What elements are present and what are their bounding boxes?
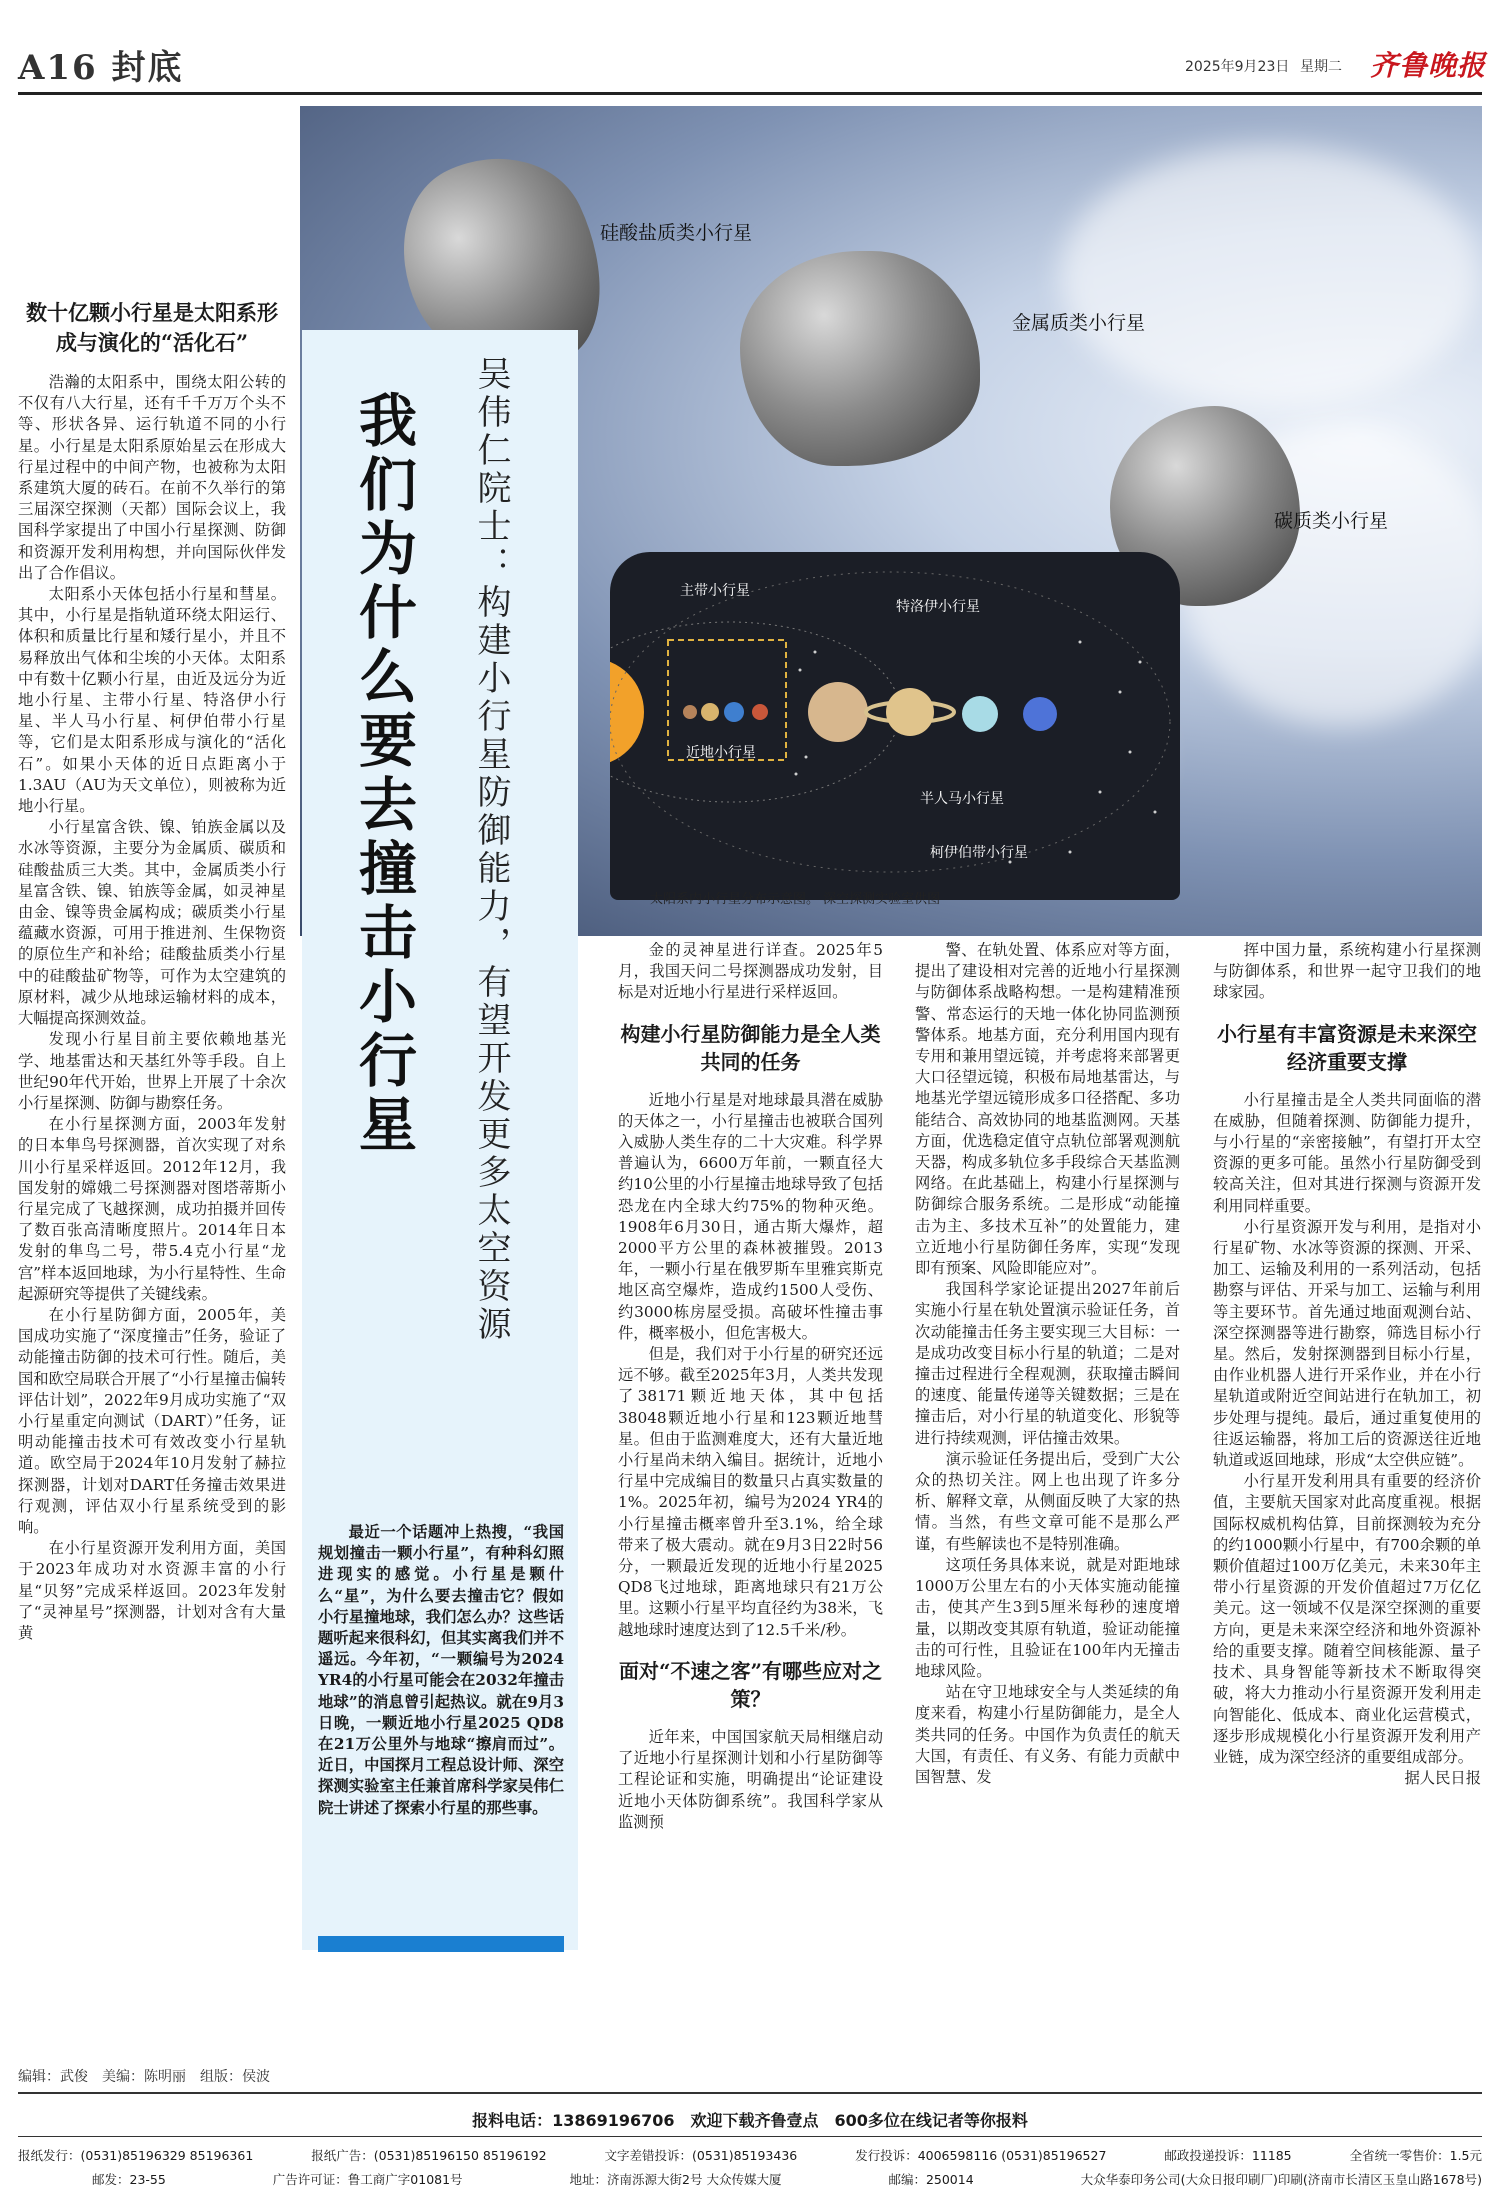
solar-system-svg xyxy=(610,552,1180,900)
label-silicate-asteroid: 硅酸盐质类小行星 xyxy=(600,222,753,244)
paragraph: 小行星富含铁、镍、铂族金属以及水冰等资源，主要分为金属质、碳质和硅酸盐质三大类。其中，金属质类小行星富含铁、镍、铂族等金属，如灵神星由金、镍等贵金属构成；碳质类小行星蕴藏水资源，可用于推进剂、生保物资的原位生产和补给；硅酸盐质类小行星中的硅酸盐矿物等，可作为太空建筑的原材料，减少从地球运输材料的成本，大幅提高探测效益。 xyxy=(18,818,286,1028)
paragraph: 太阳系小天体包括小行星和彗星。其中，小行星是指轨道环绕太阳运行、体积和质量比行星和矮行星小，并且不易释放出气体和尘埃的小天体。太阳系中有数十亿颗小行星，由近及远分为近地小行星、主带小行星、特洛伊小行星、半人马小行星、柯伊伯带小行星等，它们是太阳系形成与演化的“活化石”。如果小天体的近日点距离小于1.3AU（AU为天文单位），则被称为近地小行星。 xyxy=(18,585,286,816)
masthead-logo: 齐鲁晚报 xyxy=(1370,49,1487,82)
column-3-body xyxy=(618,940,883,2058)
news-hotline: 报料电话：13869196706 欢迎下载齐鲁壹点 600多位在线记者等你报料 xyxy=(472,2111,1028,2130)
paragraph: 在小行星探测方面，2003年发射的日本隼鸟号探测器，首次实现了对糸川小行星采样返回。2012年12月，我国发射的嫦娥二号探测器对图塔蒂斯小行星完成了飞越探测，成功拍摄并回传了数百张高清晰度照片。2014年日本发射的隼鸟二号，带5.4克小行星“龙宫”样本返回地球，为小行星特性、生命起源研究等提供了关键线索。 xyxy=(18,1115,286,1303)
planet-neptune xyxy=(1023,697,1057,731)
label-trojan: 特洛伊小行星 xyxy=(896,599,980,615)
section-heading-resources: 小行星有丰富资源是未来深空经济重要支撑 xyxy=(1217,1021,1477,1074)
issue-date: 2025年9月23日 xyxy=(1185,59,1290,75)
label-metal-asteroid: 金属质类小行星 xyxy=(1012,312,1146,334)
paragraph: 在小行星防御方面，2005年，美国成功实施了“深度撞击”任务，验证了动能撞击防御的技术可行性。随后，美国和欧空局联合开展了“小行星撞击偏转评估计划”，2022年9月成功实施了“双小行星重定向测试（DART）”任务，证明动能撞击技术可有效改变小行星轨道。欧空局于2024年10月发射了赫拉探测器，计划对DART任务撞击效果进行观测，评估双小行星系统受到的影响。 xyxy=(18,1305,286,1536)
accent-bar xyxy=(318,1936,564,1952)
planet-saturn xyxy=(886,688,934,736)
paragraph: 警、在轨处置、体系应对等方面，提出了建设相对完善的近地小行星探测与防御体系战略构想。一是构建精准预警、常态运行的天地一体化协同监测预警体系。地基方面，充分利用国内现有专用和兼用望远镜，并考虑将来部署更大口径望远镜，积极布局地基雷达，与地基光学望远镜形成多口径搭配、多功能结合、高效协同的地基监测网。天基方面，优选稳定值守点轨位部署观测航天器，构成多轨位多手段综合天基监测网络。在此基础上，构建小行星探测与防御综合服务系统。二是形成“动能撞击为主、多技术互补”的处置能力，建立近地小行星防御任务库，实现“发现即有预案、风险即能应对”。 xyxy=(915,941,1180,1278)
footer-item: 全省统一零售价：1.5元 xyxy=(1349,2148,1482,2163)
planet-venus xyxy=(701,703,719,721)
footer-item: 邮政投递投诉：11185 xyxy=(1164,2148,1292,2163)
paragraph: 小行星开发利用具有重要的经济价值，主要航天国家对此高度重视。根据国际权威机构估算，目前探测较为充分的约1000颗小行星中，有700余颗的单颗价值超过100万亿美元，未来30年主带小行星资源的开发价值超过7万亿亿美元。这一领域不仅是深空探测的重要方向，更是未来深空经济和地外资源补给的重要支撑。随着空间核能源、量子技术、具身智能等新技术不断取得突破，将大力推动小行星资源开发利用走向智能化、低成本、商业化运营模式，逐步形成规模化小行星资源开发利用产业链，成为深空经济的重要组成部分。 xyxy=(1213,1472,1481,1766)
planet-jupiter xyxy=(808,682,868,742)
planet-mars xyxy=(752,704,768,720)
asteroid-belt-dots xyxy=(795,641,1157,864)
section-heading-defense: 构建小行星防御能力是全人类共同的任务 xyxy=(620,1021,881,1074)
metal-asteroid xyxy=(740,251,980,466)
paragraph: 小行星撞击是全人类共同面临的潜在威胁，但随着探测、防御能力提升，与小行星的“亲密接触”，有望打开太空资源的更多可能。虽然小行星防御受到较高关注，但对其进行探测与资源开发利用同样重要。 xyxy=(1213,1090,1481,1215)
footer-item: 发行投诉：4006598116 (0531)85196527 xyxy=(855,2148,1107,2163)
footer-item: 文字差错投诉：(0531)85193436 xyxy=(604,2148,798,2163)
paragraph: 发现小行星目前主要依赖地基光学、地基雷达和天基红外等手段。自上世纪90年代开始，世界上开展了十余次小行星探测、防御与勘察任务。 xyxy=(18,1030,286,1112)
header-rule xyxy=(18,92,1482,95)
left-column-body xyxy=(18,372,286,2062)
left-section-heading: 数十亿颗小行星是太阳系形成与演化的“活化石” xyxy=(26,300,278,355)
article-source: 据人民日报 xyxy=(1404,1769,1481,1788)
footer-item: 大众华泰印务公司(大众日报印刷厂)印刷(济南市长清区玉皇山路1678号) xyxy=(1080,2172,1482,2187)
label-near-earth: 近地小行星 xyxy=(686,745,756,761)
planet-earth xyxy=(724,702,744,722)
paragraph: 金的灵神星进行详查。2025年5月，我国天问二号探测器成功发射，目标是对近地小行星进行采样返回。 xyxy=(618,941,883,1002)
page-label: A16 封底 xyxy=(18,48,184,88)
paragraph: 浩瀚的太阳系中，围绕太阳公转的不仅有八大行星，还有千千万万个头不等、形状各异、运行轨道不同的小行星。小行星是太阳系原始星云在形成大行星过程中的中间产物，也被称为太阳系建筑大厦的砖石。在前不久举行的第三届深空探测（天都）国际会议上，我国科学家提出了中国小行星探测、防御和资源开发利用构想，并向国际伙伴发出了合作倡议。 xyxy=(18,373,286,582)
planet-mercury xyxy=(683,705,697,719)
issue-weekday: 星期二 xyxy=(1300,59,1342,75)
paragraph: 小行星资源开发与利用，是指对小行星矿物、水冰等资源的探测、开采、加工、运输及利用的一系列活动，包括勘察与评估、开采与加工、运输与利用等主要环节。首先通过地面观测台站、深空探测器等进行勘察，筛选目标小行星。然后，发射探测器到目标小行星，由作业机器人进行开采作业，并在小行星轨道或附近空间站进行在轨加工，初步处理与提纯。最后，通过重复使用的往返运输器，将加工后的资源送往近地轨道或返回地球，形成“太空供应链”。 xyxy=(1213,1217,1481,1470)
article-lead xyxy=(318,1522,564,1934)
footer-item: 报纸发行：(0531)85196329 85196361 xyxy=(18,2148,254,2163)
footer-item: 邮发：23-55 xyxy=(92,2172,166,2187)
label-kuiper: 柯伊伯带小行星 xyxy=(930,845,1028,861)
footer-contacts xyxy=(18,2146,1482,2164)
column-5-body xyxy=(1213,940,1481,2058)
column-4-body xyxy=(915,940,1180,2058)
lead-paragraph: 最近一个话题冲上热搜，“我国规划撞击一颗小行星”，有种科幻照进现实的感觉。小行星是颗什么“星”，为什么要去撞击它？假如小行星撞地球，我们怎么办？这些话题听起来很科幻，但其实离我们并不遥远。今年初，“一颗编号为2024 YR4的小行星可能会在2032年撞击地球”的消息曾引起热议。就在9月3日晚，一颗近地小行星2025 QD8在21万公里外与地球“擦肩而过”。近日，中国探月工程总设计师、深空探测实验室主任兼首席科学家吴伟仁院士讲述了探索小行星的那些事。 xyxy=(318,1523,564,1817)
paragraph: 演示验证任务提出后，受到广大公众的热切关注。网上也出现了许多分析、解释文章，从侧面反映了大家的热情。当然，有些文章可能不是那么严谨，有些解读也不是特别准确。 xyxy=(915,1449,1180,1553)
paragraph: 近地小行星是对地球最具潜在威胁的天体之一，小行星撞击也被联合国列入威胁人类生存的二十大灾难。科学界普遍认为，6600万年前，一颗直径大约10公里的小行星撞击地球导致了包括恐龙在内全球大约75%的物种灭绝。1908年6月30日，通古斯大爆炸，超2000平方公里的森林被摧毁。2013年，一颗小行星在俄罗斯车里雅宾斯克地区高空爆炸，造成约1500人受伤、约3000栋房屋受损。高破坏性撞击事件，概率极小，但危害极大。 xyxy=(618,1090,883,1342)
paragraph: 我国科学家论证提出2027年前后实施小行星在轨处置演示验证任务，首次动能撞击任务主要实现三大目标：一是成功改变目标小行星的轨道；二是对撞击过程进行全程观测，获取撞击瞬间的速度、能量传递等关键数据；三是在撞击后，对小行星的轨道变化、形貌等进行持续观测，评估撞击效果。 xyxy=(915,1280,1180,1447)
paragraph: 这项任务具体来说，就是对距地球1000万公里左右的小天体实施动能撞击，使其产生3到5厘米每秒的速度增量，以期改变其原有轨道，验证动能撞击的可行性，且验证在100年内无撞击地球风险。 xyxy=(915,1555,1180,1680)
footer-publication-info xyxy=(92,2170,1482,2188)
label-centaur: 半人马小行星 xyxy=(920,791,1004,807)
editor-credits: 编辑：武俊 美编：陈明丽 组版：侯波 xyxy=(18,2069,270,2085)
diagram-caption: 太阳系内小行星分布示意图。 深空探测实验室供图 xyxy=(650,892,941,907)
footer-item: 广告许可证：鲁工商广字01081号 xyxy=(272,2172,463,2187)
footer-rule xyxy=(18,2136,1482,2137)
paragraph: 站在守卫地球安全与人类延续的角度来看，构建小行星防御能力，是全人类共同的任务。中国作为负责任的航天大国，有责任、有义务、有能力贡献中国智慧、发 xyxy=(915,1683,1180,1786)
solar-system-diagram xyxy=(610,552,1180,900)
label-main-belt: 主带小行星 xyxy=(680,583,750,599)
article-title: 我们为什么要去撞击小行星 xyxy=(349,390,417,1158)
footer-rule xyxy=(18,2092,1482,2094)
planet-uranus xyxy=(962,696,998,732)
article-subtitle: 吴伟仁院士：构建小行星防御能力，有望开发更多太空资源 xyxy=(471,356,511,1344)
paragraph: 挥中国力量，系统构建小行星探测与防御体系，和世界一起守卫我们的地球家园。 xyxy=(1213,941,1481,1002)
footer-item: 邮编：250014 xyxy=(888,2172,974,2187)
section-heading-response: 面对“不速之客”有哪些应对之策？ xyxy=(618,1658,882,1711)
label-carbon-asteroid: 碳质类小行星 xyxy=(1274,510,1389,532)
paragraph: 近年来，中国国家航天局相继启动了近地小行星探测计划和小行星防御等工程论证和实施，明确提出“论证建设近地小天体防御系统”。我国科学家从监测预 xyxy=(618,1727,883,1831)
paragraph: 在小行星资源开发利用方面，美国于2023年成功对水资源丰富的小行星“贝努”完成采样返回。2023年发射了“灵神星号”探测器，计划对含有大量黄 xyxy=(18,1539,286,1642)
footer-item: 报纸广告：(0531)85196150 85196192 xyxy=(311,2148,547,2163)
paragraph: 但是，我们对于小行星的研究还远远不够。截至2025年3月，人类共发现了38171颗近地天体，其中包括38048颗近地小行星和123颗近地彗星。但由于监测难度大，还有大量近地小行星尚未纳入编目。据统计，近地小行星中完成编目的数量只占真实数量的1%。2025年初，编号为2024 YR4的小行星撞击概率曾升至3.1%，给全球带来了极大震动。就在9月3日22时56分，一颗最近发现的近地小行星2025 QD8飞过地球，距离地球只有21万公里。这颗小行星平均直径约为38米，飞越地球时速度达到了12.5千米/秒。 xyxy=(618,1345,883,1639)
sun-icon xyxy=(610,658,644,766)
footer-item: 地址：济南泺源大街2号 大众传媒大厦 xyxy=(569,2172,782,2187)
